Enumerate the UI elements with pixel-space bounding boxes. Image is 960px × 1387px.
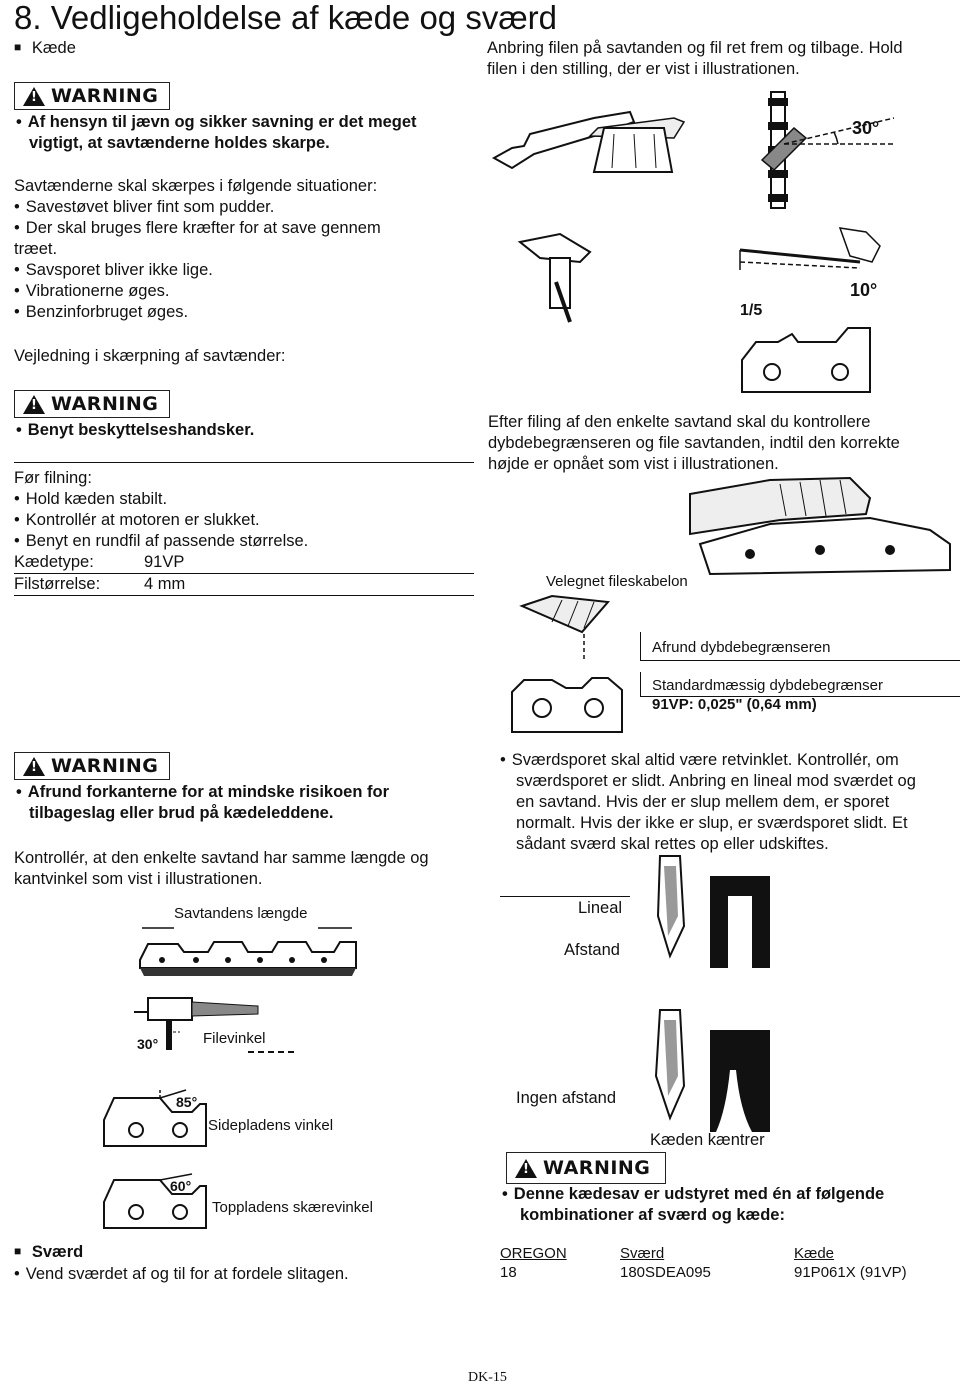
before-block [14, 468, 308, 552]
before-heading: Før filning: [14, 469, 92, 487]
warning-triangle-icon [23, 87, 45, 106]
warning4-line: kombinationer af sværd og kæde: [520, 1206, 785, 1224]
chain-length-figure [138, 920, 360, 980]
combo-header: Kæde [794, 1245, 835, 1262]
situation-item: træet. [14, 240, 58, 258]
page-number: DK-15 [468, 1370, 507, 1385]
combo-cell: 180SDEA095 [620, 1264, 711, 1281]
check-text [14, 848, 429, 890]
combo-header: Sværd [620, 1245, 665, 1262]
page-title: 8. Vedligeholdelse af kæde og sværd [14, 0, 558, 36]
before-item: • Hold kæden stabilt. [14, 489, 308, 510]
check-line: Kontrollér, at den enkelte savtand har samme længde og [14, 849, 429, 867]
groove-line: sådant sværd skal rettes op eller udskiftes. [516, 835, 829, 853]
fig-label-length: Savtandens længde [174, 905, 308, 922]
round-label: Afrund dybdebegrænseren [652, 639, 831, 656]
situations-block [14, 176, 381, 323]
groove-no-gap-figure [640, 1010, 780, 1140]
combo-header-row [500, 1244, 930, 1263]
right-intro-line: filen i den stilling, der er vist i illustrationen. [487, 60, 800, 78]
file-gauge-figure [690, 474, 960, 586]
warning2-text: • Benyt beskyttelseshandsker. [16, 420, 254, 441]
combo-header: OREGON [500, 1245, 567, 1262]
warning-label: WARNING [51, 755, 159, 777]
deg-10-label: 10° [850, 280, 878, 300]
situation-item: • Benzinforbruget øges. [14, 302, 381, 323]
right-intro-line: Anbring filen på savtanden og fil ret frem og tilbage. Hold [487, 39, 903, 57]
warning1-line: vigtigt, at savtænderne holdes skarpe. [29, 134, 330, 152]
top-plate-figure [100, 1172, 210, 1234]
afstand-label: Afstand [564, 941, 620, 959]
ingen-afstand-label: Ingen afstand [516, 1089, 616, 1107]
situation-item: • Savestøvet bliver fint som pudder. [14, 197, 381, 218]
warning1-text [16, 112, 417, 154]
rule-line [14, 462, 474, 463]
spec-row [14, 552, 474, 574]
situations-intro: Savtænderne skal skærpes i følgende situationer: [14, 177, 378, 195]
warning3-text [16, 782, 389, 824]
fig-label-side-angle: Sidepladens vinkel [208, 1117, 334, 1134]
kaede-heading-text: Kæde [31, 39, 76, 57]
check-line: kantvinkel som vist i illustrationen. [14, 870, 263, 888]
svaerd-heading-text: Sværd [31, 1243, 84, 1261]
warning1-line: • Af hensyn til jævn og sikker savning er det meget [16, 112, 417, 133]
warning-triangle-icon [23, 757, 45, 776]
groove-line: sværdsporet er slidt. Anbring en lineal mod sværdet og [516, 772, 916, 790]
deg-30-label: 30° [137, 1036, 159, 1052]
svaerd-item: • Vend sværdet af og til for at fordele slitagen. [14, 1264, 349, 1285]
fig-label-file-angle: Filevinkel [203, 1030, 266, 1047]
warning-label: WARNING [51, 85, 159, 107]
groove-gap-figure [640, 856, 780, 976]
guide-heading: Vejledning i skærpning af savtænder: [14, 347, 286, 365]
warning3-line: • Afrund forkanterne for at mindske risikoen for [16, 782, 389, 803]
depth-line: højde er opnået som vist i illustrationen. [488, 455, 779, 473]
warning-badge-1 [14, 82, 170, 110]
combo-cell: 18 [500, 1264, 517, 1281]
svaerd-heading [14, 1242, 83, 1264]
fig-label-top-angle: Toppladens skærevinkel [212, 1199, 373, 1216]
spec-label: Kædetype: [14, 553, 94, 571]
groove-line: en savtand. Hvis der er slup mellem dem, er sporet [516, 793, 890, 811]
saw-on-stump-figure [494, 88, 914, 218]
vise-file-figure [520, 222, 900, 332]
spec-label: Filstørrelse: [14, 575, 101, 593]
warning-badge-2 [14, 390, 170, 418]
depth-gauge-detail-figure [512, 596, 652, 736]
warning-label: WARNING [543, 1157, 651, 1179]
warning4-text [502, 1184, 884, 1226]
lineal-label: Lineal [578, 899, 623, 917]
spec-value: 4 mm [144, 575, 186, 593]
fifth-label: 1/5 [740, 302, 763, 319]
situation-item: • Vibrationerne øges. [14, 281, 381, 302]
depth-text [488, 412, 900, 475]
groove-text [500, 750, 916, 855]
kaede-heading [14, 38, 76, 60]
warning-badge-3 [14, 752, 170, 780]
right-intro [487, 38, 903, 80]
cutter-link-figure [738, 320, 878, 402]
deg-30-right-label: 30° [852, 118, 880, 138]
before-item: • Kontrollér at motoren er slukket. [14, 510, 308, 531]
warning4-line: • Denne kædesav er udstyret med én af følgende [502, 1184, 884, 1205]
combo-row [500, 1263, 930, 1282]
standard-value: 91VP: 0,025" (0,64 mm) [652, 696, 817, 713]
warning3-line: tilbageslag eller brud på kædeleddene. [29, 804, 334, 822]
spec-row [14, 574, 474, 596]
spec-value: 91VP [144, 553, 185, 571]
combo-table [500, 1244, 930, 1282]
groove-line: • Sværdsporet skal altid være retvinklet. Kontrollér, om [500, 750, 916, 771]
warning-label: WARNING [51, 393, 159, 415]
gauge-label: Velegnet fileskabelon [546, 573, 688, 590]
warning-triangle-icon [23, 395, 45, 414]
groove-line: normalt. Hvis der ikke er slup, er sværdsporet slidt. Et [516, 814, 908, 832]
lineal-line [500, 896, 630, 897]
situation-item: • Savsporet bliver ikke lige. [14, 260, 381, 281]
combo-cell: 91P061X (91VP) [794, 1264, 907, 1281]
depth-line: dybdebegrænseren og file savtanden, indtil den korrekte [488, 434, 900, 452]
situation-item: • Der skal bruges flere kræfter for at save gennem [14, 218, 381, 239]
warning-badge-4 [506, 1152, 666, 1184]
warning-triangle-icon [515, 1159, 537, 1178]
kaeden-kaentrer-label: Kæden kæntrer [650, 1131, 765, 1149]
depth-line: Efter filing af den enkelte savtand skal du kontrollere [488, 413, 871, 431]
before-item: • Benyt en rundfil af passende størrelse. [14, 531, 308, 552]
deg-60-label: 60° [170, 1178, 192, 1194]
spec-table [14, 552, 474, 596]
standard-label: Standardmæssig dybdebegrænser [652, 677, 883, 694]
deg-85-label: 85° [176, 1094, 198, 1110]
